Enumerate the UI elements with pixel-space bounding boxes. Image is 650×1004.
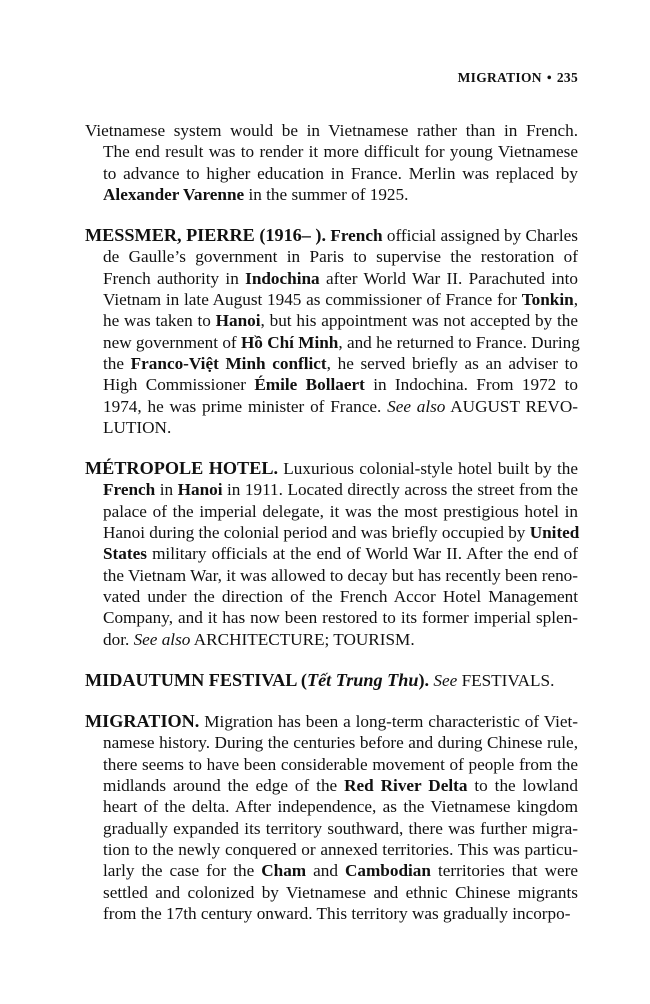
text-segment: AUGUST REVO- [445,396,578,416]
text-segment: Vietnam in late August 1945 as commissioner of France for [103,290,522,310]
cross-reference-term: Red River Delta [344,776,468,796]
text-line [85,711,578,732]
text-segment: FESTIVALS. [457,670,555,690]
text-line [85,754,578,775]
text-segment: , but his appointment was not accepted by the [260,311,578,331]
cross-reference-term: French [330,226,383,246]
text-line [85,522,578,543]
text-segment: territories that were [430,861,578,881]
text-line [85,353,578,374]
text-segment: in the summer of 1925. [244,184,409,204]
text-segment: de Gaulle’s government in Paris to supervise the restoration of [103,247,578,267]
text-segment: in 1911. Located directly across the street from the [222,480,578,500]
text-segment: , he served briefly as an adviser to [326,353,579,373]
text-segment: French authority in [103,268,246,288]
text-segment: Luxurious colonial-style hotel built by the [278,459,578,479]
text-segment: new government of [103,332,241,352]
text-line [85,225,578,246]
cross-reference-term: French [103,480,156,500]
page-number: 235 [556,70,578,85]
text-segment: settled and colonized by Vietnamese and ethnic Chinese migrants [103,882,578,902]
text-line [85,310,578,331]
cross-reference-term: United [529,523,580,543]
cross-reference-term: Émile Bollaert [254,375,365,395]
entry-migration [85,711,578,924]
text-line [85,818,578,839]
text-segment: after World War II. Parachuted into [319,268,578,288]
text-segment: heart of the delta. After independence, as the Vietnamese kingdom [103,797,578,817]
cross-reference-term: Cambodian [344,861,431,881]
text-segment: , and he returned to France. During [338,332,580,352]
text-line [85,501,578,522]
text-line [85,479,578,500]
cross-reference-term: Cham [261,861,307,881]
cross-reference-term: Hồ Chí Minh [240,332,339,352]
cross-reference-term: Hanoi [215,311,261,331]
text-segment: the [103,353,131,373]
text-segment: and [306,861,345,881]
text-line [85,417,578,438]
entry-headword: MIGRATION. [85,711,200,732]
entry-metropole [85,458,578,650]
text-segment: to advance to higher education in France. Merlin was replaced by [103,163,578,183]
text-segment: there seems to have been considerable movement of people from the [103,754,578,774]
page-body [85,120,578,924]
text-line [85,396,578,417]
text-line [85,860,578,881]
text-line [85,289,578,310]
running-head-section: MIGRATION [457,70,542,85]
text-line [85,629,578,650]
text-segment: in Indochina. From 1972 to [364,375,578,395]
text-segment: in [155,480,178,500]
text-segment: to the lowland [467,776,578,796]
entry-messmer [85,225,578,438]
cross-reference-term: States [103,544,147,564]
text-line [85,607,578,628]
text-line [85,882,578,903]
text-segment: Vietnamese system would be in Vietnamese rather than in French. [85,121,578,140]
text-line [85,120,578,141]
text-line [85,732,578,753]
entry-headword: MIDAUTUMN FESTIVAL ( [85,669,307,690]
entry-headword: Tết Trung Thu [306,669,419,690]
text-segment: from the 17th century onward. This territory was gradually incorpo- [103,903,571,923]
running-head-separator: • [546,70,552,85]
text-segment: ARCHITECTURE; TOURISM. [190,629,415,649]
entry-headword: MÉTROPOLE HOTEL. [85,458,278,479]
cross-reference-term: Alexander Varenne [103,184,245,204]
text-line [85,184,578,205]
text-line [85,839,578,860]
text-line [85,670,578,691]
text-segment: the Vietnam War, it was allowed to decay but has recently been reno- [103,565,578,585]
see-also-label: See also [387,396,446,416]
text-line [85,903,578,924]
see-also-label: See also [133,629,191,649]
text-line [85,543,578,564]
text-line [85,586,578,607]
text-line [85,775,578,796]
entry-headword: ). [418,669,430,690]
text-segment: gradually expanded its territory southward, there was further migra- [103,818,578,838]
text-segment: Migration has been a long-term characteristic of Viet- [199,712,578,732]
text-line [85,246,578,267]
text-segment: midlands around the edge of the [103,776,345,796]
text-line [85,141,578,162]
entry-headword: MESSMER, PIERRE (1916– ). [85,225,327,246]
text-line [85,374,578,395]
cross-reference-term: Hanoi [177,480,223,500]
text-segment: official assigned by Charles [382,226,578,246]
text-segment: The end result was to render it more difficult for young Vietnamese [103,142,578,162]
text-segment: Company, and it has now been restored to its former imperial splen- [103,608,578,628]
text-segment: tion to the newly conquered or annexed territories. This was particu- [103,839,578,859]
text-segment: larly the case for the [103,861,262,881]
text-segment: vated under the direction of the French Accor Hotel Management [103,586,578,606]
text-line [85,458,578,479]
cross-reference-term: Tonkin [521,290,574,310]
text-segment: 1974, he was prime minister of France. [103,396,388,416]
text-line [85,565,578,586]
see-also-label: See [433,670,458,690]
text-segment: he was taken to [103,311,216,331]
text-segment: palace of the imperial delegate, it was the most prestigious hotel in [103,501,578,521]
text-segment: , [573,290,578,310]
text-line [85,796,578,817]
text-segment: military officials at the end of World War II. After the end of [146,544,578,564]
entry-continuation [85,120,578,205]
running-head [458,70,578,86]
cross-reference-term: Franco-Việt Minh conflict [130,353,327,373]
text-segment: Hanoi during the colonial period and was briefly occupied by [103,523,530,543]
text-line [85,268,578,289]
text-segment: namese history. During the centuries before and during Chinese rule, [103,733,578,753]
text-segment: High Commissioner [103,375,255,395]
text-line [85,163,578,184]
text-segment: LUTION. [103,417,172,437]
cross-reference-term: Indochina [245,268,320,288]
text-segment: dor. [103,629,134,649]
text-line [85,332,578,353]
entry-midautumn [85,670,578,691]
